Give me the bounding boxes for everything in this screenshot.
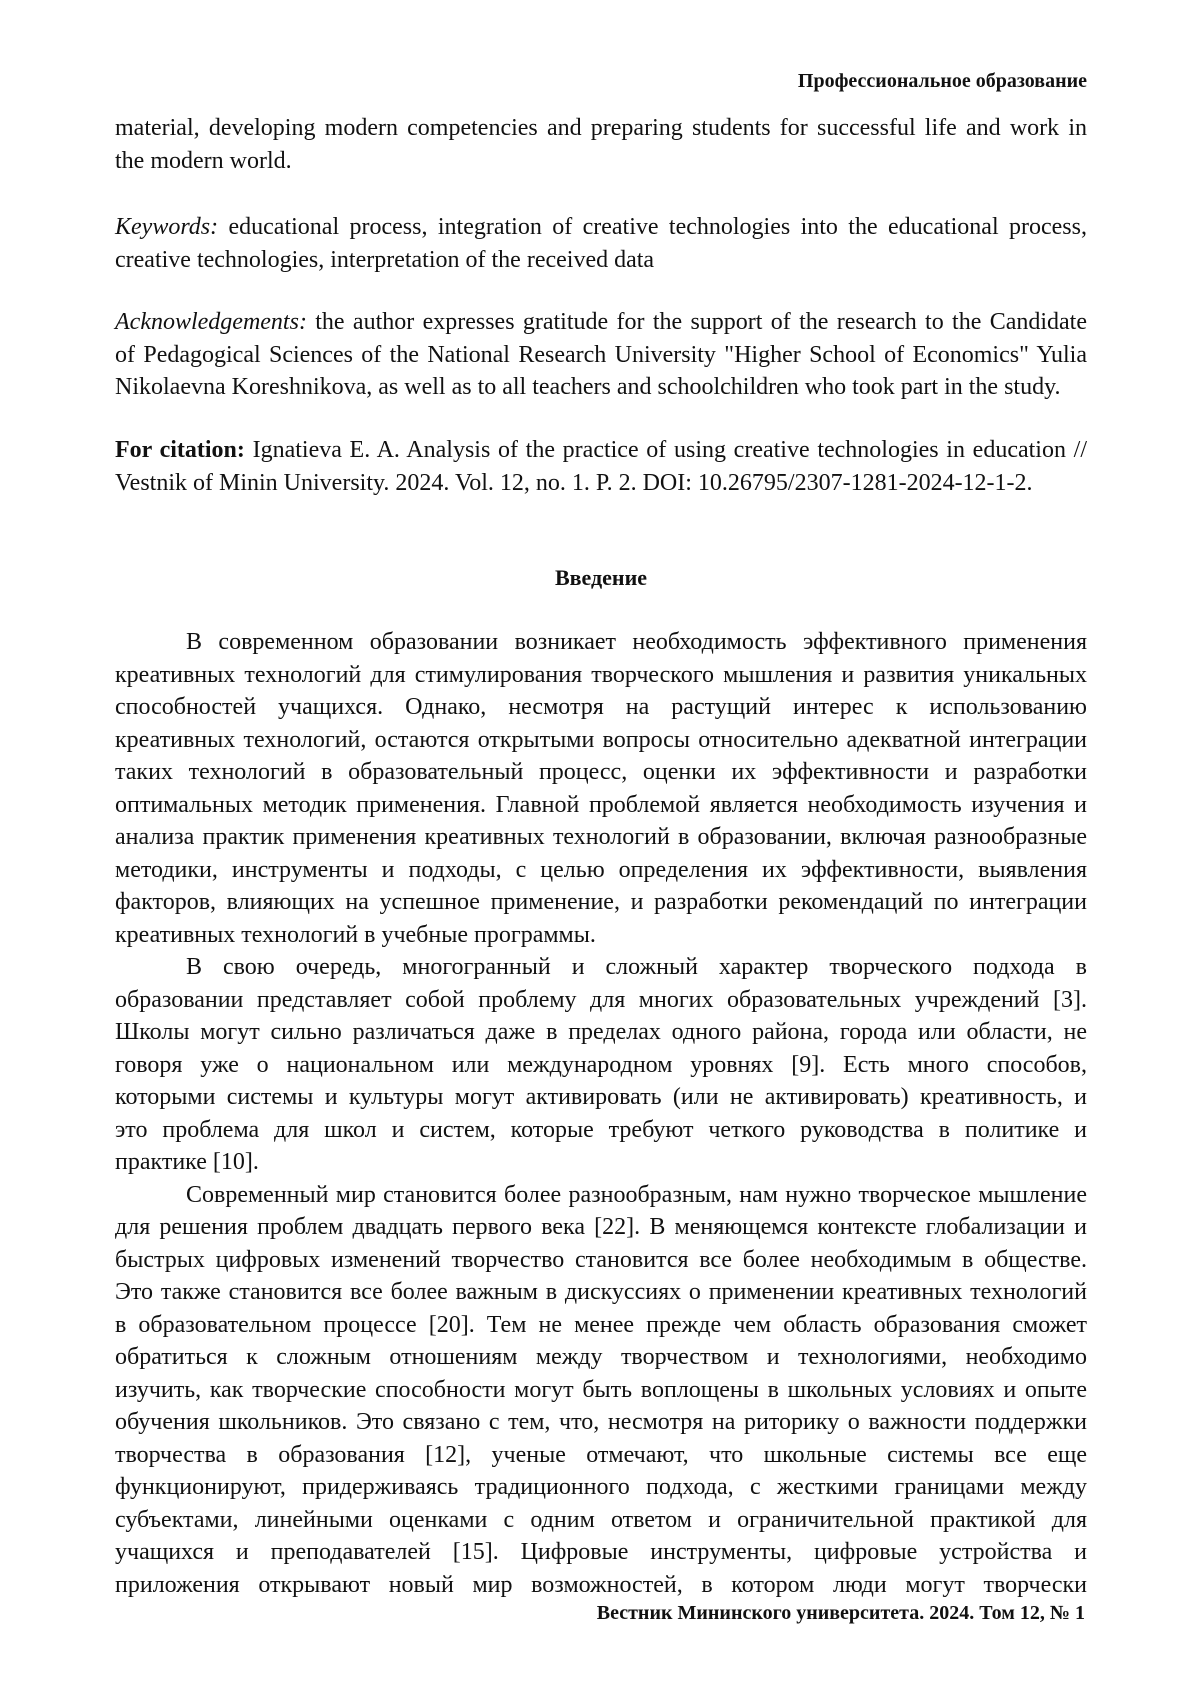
text-line: В современном образовании возникает необходимость эффективного применения bbox=[115, 626, 1087, 659]
text-line: методики, инструменты и подходы, с целью определения их эффективности, выявления bbox=[115, 854, 1087, 887]
text-line: material, developing modern competencies and preparing students for successful life and work in bbox=[115, 112, 1087, 145]
section-heading: Введение bbox=[115, 562, 1087, 595]
text-line: креативных технологий в учебные программы. bbox=[115, 919, 1087, 952]
text-line: это проблема для школ и систем, которые требуют четкого руководства в политике и bbox=[115, 1114, 1087, 1147]
text-line: которыми системы и культуры могут активировать (или не активировать) креативность, и bbox=[115, 1081, 1087, 1114]
text-line: творчества в образования [12], ученые отмечают, что школьные системы все еще bbox=[115, 1439, 1087, 1472]
text-line: практике [10]. bbox=[115, 1146, 1087, 1179]
text-line: Это также становится все более важным в дискуссиях о применении креативных технологий bbox=[115, 1276, 1087, 1309]
text-line: субъектами, линейными оценками с одним ответом и ограничительной практикой для bbox=[115, 1504, 1087, 1537]
citation-text: Ignatieva E. A. Analysis of the practice of using creative technologies in education // bbox=[245, 437, 1087, 463]
keywords-text: educational process, integration of creative technologies into the educational process, bbox=[218, 214, 1087, 240]
citation-text: Vestnik of Minin University. 2024. Vol. 12, no. 1. P. 2. DOI: 10.26795/2307-1281-2024-12-1-2. bbox=[115, 467, 1087, 500]
citation-label: For citation: bbox=[115, 437, 245, 463]
acknowledgements bbox=[115, 306, 1087, 404]
paragraph bbox=[115, 1179, 1087, 1602]
acknowledgements-text: Nikolaevna Koreshnikova, as well as to all teachers and schoolchildren who took part in the study. bbox=[115, 371, 1087, 404]
abstract-end bbox=[115, 112, 1087, 177]
text-line: функционируют, придерживаясь традиционного подхода, с жесткими границами между bbox=[115, 1471, 1087, 1504]
paragraph bbox=[115, 951, 1087, 1179]
text-line: креативных технологий, остаются открытыми вопросы относительно адекватной интеграции bbox=[115, 724, 1087, 757]
text-line: для решения проблем двадцать первого века [22]. В меняющемся контексте глобализации и bbox=[115, 1211, 1087, 1244]
text-line: способностей учащихся. Однако, несмотря на растущий интерес к использованию bbox=[115, 691, 1087, 724]
keywords bbox=[115, 211, 1087, 276]
text-line: обратиться к сложным отношениям между творчеством и технологиями, необходимо bbox=[115, 1341, 1087, 1374]
keywords-label: Keywords: bbox=[115, 214, 218, 240]
text-line: Школы могут сильно различаться даже в пределах одного района, города или области, не bbox=[115, 1016, 1087, 1049]
text-line: обучения школьников. Это связано с тем, что, несмотря на риторику о важности поддержки bbox=[115, 1406, 1087, 1439]
text-line: приложения открывают новый мир возможностей, в котором люди могут творчески bbox=[115, 1569, 1087, 1602]
text-line: креативных технологий для стимулирования творческого мышления и развития уникальных bbox=[115, 659, 1087, 692]
keywords-text: creative technologies, interpretation of the received data bbox=[115, 244, 1087, 277]
citation bbox=[115, 434, 1087, 499]
running-header: Профессиональное образование bbox=[798, 70, 1087, 93]
running-footer: Вестник Мининского университета. 2024. Том 12, № 1 bbox=[597, 1602, 1085, 1625]
acknowledgements-text: of Pedagogical Sciences of the National Research University "Higher School of Economics" Yulia bbox=[115, 339, 1087, 372]
text-line: говоря уже о национальном или международном уровнях [9]. Есть много способов, bbox=[115, 1049, 1087, 1082]
text-line: Современный мир становится более разнообразным, нам нужно творческое мышление bbox=[115, 1179, 1087, 1212]
text-line: таких технологий в образовательный процесс, оценки их эффективности и разработки bbox=[115, 756, 1087, 789]
text-line: оптимальных методик применения. Главной проблемой является необходимость изучения и bbox=[115, 789, 1087, 822]
text-line: учащихся и преподавателей [15]. Цифровые инструменты, цифровые устройства и bbox=[115, 1536, 1087, 1569]
acknowledgements-label: Acknowledgements: bbox=[115, 309, 307, 335]
body-text bbox=[115, 626, 1087, 1601]
text-line: в образовательном процессе [20]. Тем не менее прежде чем область образования сможет bbox=[115, 1309, 1087, 1342]
text-line: быстрых цифровых изменений творчество становится все более необходимым в обществе. bbox=[115, 1244, 1087, 1277]
text-line: В свою очередь, многогранный и сложный характер творческого подхода в bbox=[115, 951, 1087, 984]
text-line: the modern world. bbox=[115, 145, 1087, 178]
text-line: изучить, как творческие способности могут быть воплощены в школьных условиях и опыте bbox=[115, 1374, 1087, 1407]
paragraph bbox=[115, 626, 1087, 951]
text-line: факторов, влияющих на успешное применение, и разработки рекомендаций по интеграции bbox=[115, 886, 1087, 919]
text-line: образовании представляет собой проблему для многих образовательных учреждений [3]. bbox=[115, 984, 1087, 1017]
acknowledgements-text: the author expresses gratitude for the support of the research to the Candidate bbox=[307, 309, 1087, 335]
text-line: анализа практик применения креативных технологий в образовании, включая разнообразные bbox=[115, 821, 1087, 854]
